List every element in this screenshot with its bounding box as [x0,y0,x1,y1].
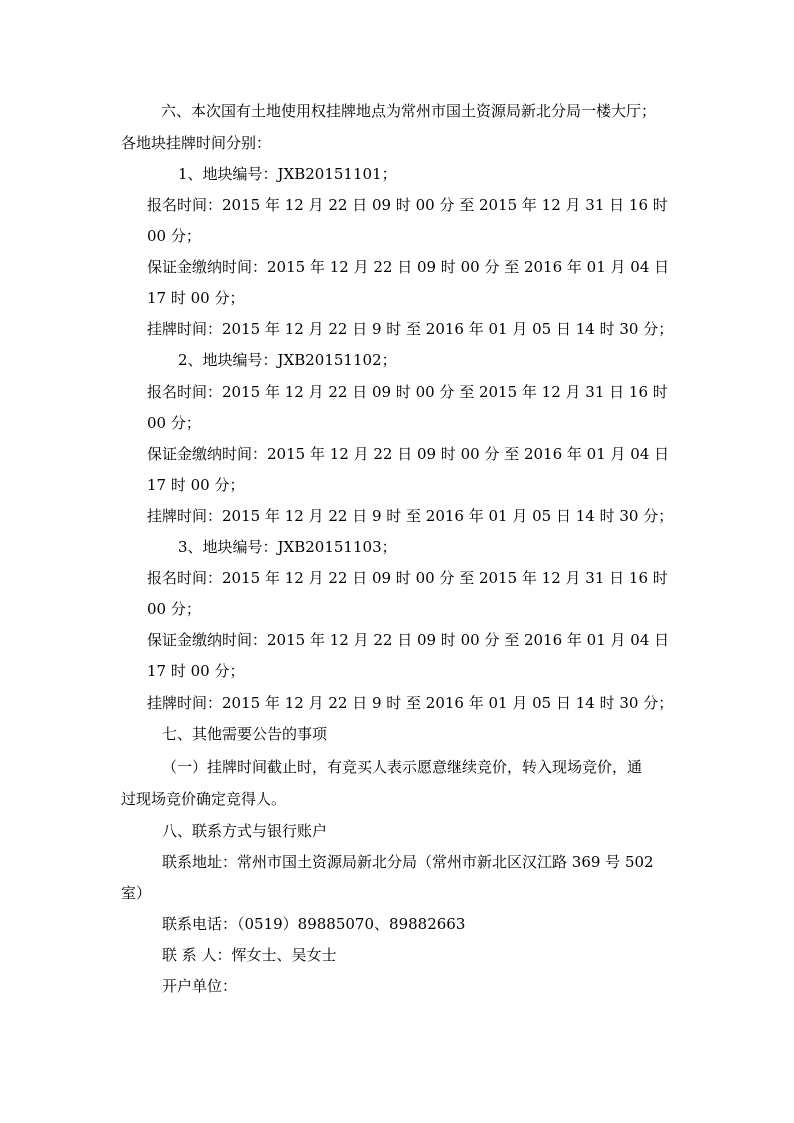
parcel-1-number: 1、地块编号：JXB20151101； [178,165,397,183]
parcel-2-deposit-line1: 保证金缴纳时间：2015 年 12 月 22 日 09 时 00 分 至 2016 年 01 月 04 日 [147,445,670,463]
parcel-2-deposit-line2: 17 时 00 分； [147,476,245,494]
parcel-2-number: 2、地块编号：JXB20151102； [178,351,397,369]
parcel-3-listing-time: 挂牌时间：2015 年 12 月 22 日 9 时 至 2016 年 01 月 05 日 14 时 30 分； [147,694,674,712]
section7-item1-line2: 过现场竞价确定竞得人。 [121,790,287,808]
parcel-1-deposit-line2: 17 时 00 分； [147,289,245,307]
section6-intro-line2: 各地块挂牌时间分别： [121,134,272,152]
parcel-2-registration-line1: 报名时间：2015 年 12 月 22 日 09 时 00 分 至 2015 年 12 月 31 日 16 时 [147,383,668,401]
section7-heading: 七、其他需要公告的事项 [162,725,328,743]
section6-intro-line1: 六、本次国有土地使用权挂牌地点为常州市国土资源局新北分局一楼大厅； [161,102,657,120]
parcel-1-deposit-line1: 保证金缴纳时间：2015 年 12 月 22 日 09 时 00 分 至 2016 年 01 月 04 日 [147,258,670,276]
account-unit: 开户单位： [162,977,238,995]
contact-phone: 联系电话：（0519）89885070、89882663 [162,915,466,933]
parcel-1-listing-time: 挂牌时间：2015 年 12 月 22 日 9 时 至 2016 年 01 月 05 日 14 时 30 分； [147,320,674,338]
parcel-3-registration-line2: 00 分； [147,600,201,618]
contact-address-line2: 室） [121,884,152,902]
section7-item1-line1: （一）挂牌时间截止时，有竞买人表示愿意继续竞价，转入现场竞价，通 [162,758,643,776]
parcel-3-deposit-line1: 保证金缴纳时间：2015 年 12 月 22 日 09 时 00 分 至 2016 年 01 月 04 日 [147,631,670,649]
parcel-3-deposit-line2: 17 时 00 分； [147,662,245,680]
parcel-2-listing-time: 挂牌时间：2015 年 12 月 22 日 9 时 至 2016 年 01 月 05 日 14 时 30 分； [147,507,674,525]
parcel-3-number: 3、地块编号：JXB20151103； [178,538,397,556]
section8-heading: 八、联系方式与银行账户 [162,822,328,840]
parcel-3-registration-line1: 报名时间：2015 年 12 月 22 日 09 时 00 分 至 2015 年 12 月 31 日 16 时 [147,569,668,587]
contact-address-line1: 联系地址：常州市国土资源局新北分局（常州市新北区汉江路 369 号 502 [162,853,654,871]
parcel-2-registration-line2: 00 分； [147,414,201,432]
parcel-1-registration-line1: 报名时间：2015 年 12 月 22 日 09 时 00 分 至 2015 年 12 月 31 日 16 时 [147,196,668,214]
parcel-1-registration-line2: 00 分； [147,227,201,245]
contact-person: 联 系 人：恽女士、吴女士 [162,946,337,964]
